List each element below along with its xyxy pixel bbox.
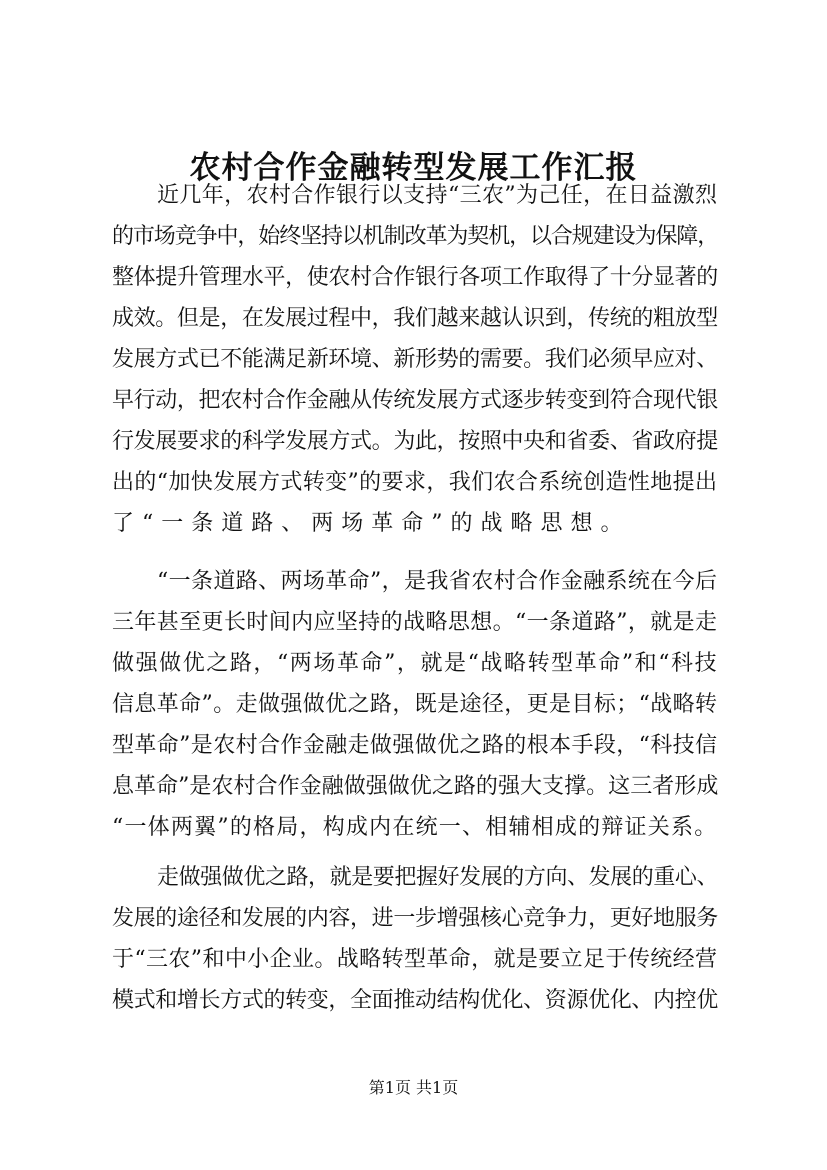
body-line: 发展方式已不能满足新环境、新形势的需要。我们必须早应对、	[112, 347, 718, 372]
body-line: 型革命”是农村合作金融走做强做优之路的根本手段，“科技信	[112, 733, 718, 758]
body-line: 成效。但是，在发展过程中，我们越来越认识到，传统的粗放型	[112, 306, 718, 331]
body-line: 了“一条道路、两场革命”的战略思想。	[112, 511, 631, 536]
page-footer: 第1页 共1页	[368, 1078, 459, 1097]
body-line: 发展的途径和发展的内容，进一步增强核心竞争力，更好地服务	[112, 906, 718, 931]
body-line: 息革命”是农村合作金融做强做优之路的强大支撑。这三者形成	[112, 774, 719, 799]
body-line: “一体两翼”的格局，构成内在统一、相辅相成的辩证关系。	[112, 815, 718, 840]
body-line: 做强做优之路，“两场革命”，就是“战略转型革命”和“科技	[112, 651, 719, 676]
body-line: 早行动，把农村合作金融从传统发展方式逐步转变到符合现代银	[112, 388, 718, 413]
body-line: 出的“加快发展方式转变”的要求，我们农合系统创造性地提出	[112, 470, 718, 495]
body-line: 整体提升管理水平，使农村合作银行各项工作取得了十分显著的	[112, 265, 718, 290]
body-line: 于“三农”和中小企业。战略转型革命，就是要立足于传统经营	[112, 947, 718, 972]
body-line: 近几年，农村合作银行以支持“三农”为己任，在日益激烈	[157, 183, 718, 208]
body-line: 行发展要求的科学发展方式。为此，按照中央和省委、省政府提	[112, 429, 718, 454]
body-line: 信息革命”。走做强做优之路，既是途径，更是目标；“战略转	[112, 692, 718, 717]
document-title: 农村合作金融转型发展工作汇报	[189, 150, 638, 186]
body-line: 走做强做优之路，就是要把握好发展的方向、发展的重心、	[157, 865, 719, 890]
body-line: 三年甚至更长时间内应坚持的战略思想。“一条道路”，就是走	[112, 610, 718, 635]
body-line: 的市场竞争中，始终坚持以机制改革为契机，以合规建设为保障，	[112, 224, 719, 249]
body-line: 模式和增长方式的转变，全面推动结构优化、资源优化、内控优	[112, 988, 718, 1013]
body-line: “一条道路、两场革命”，是我省农村合作金融系统在今后	[157, 569, 718, 594]
